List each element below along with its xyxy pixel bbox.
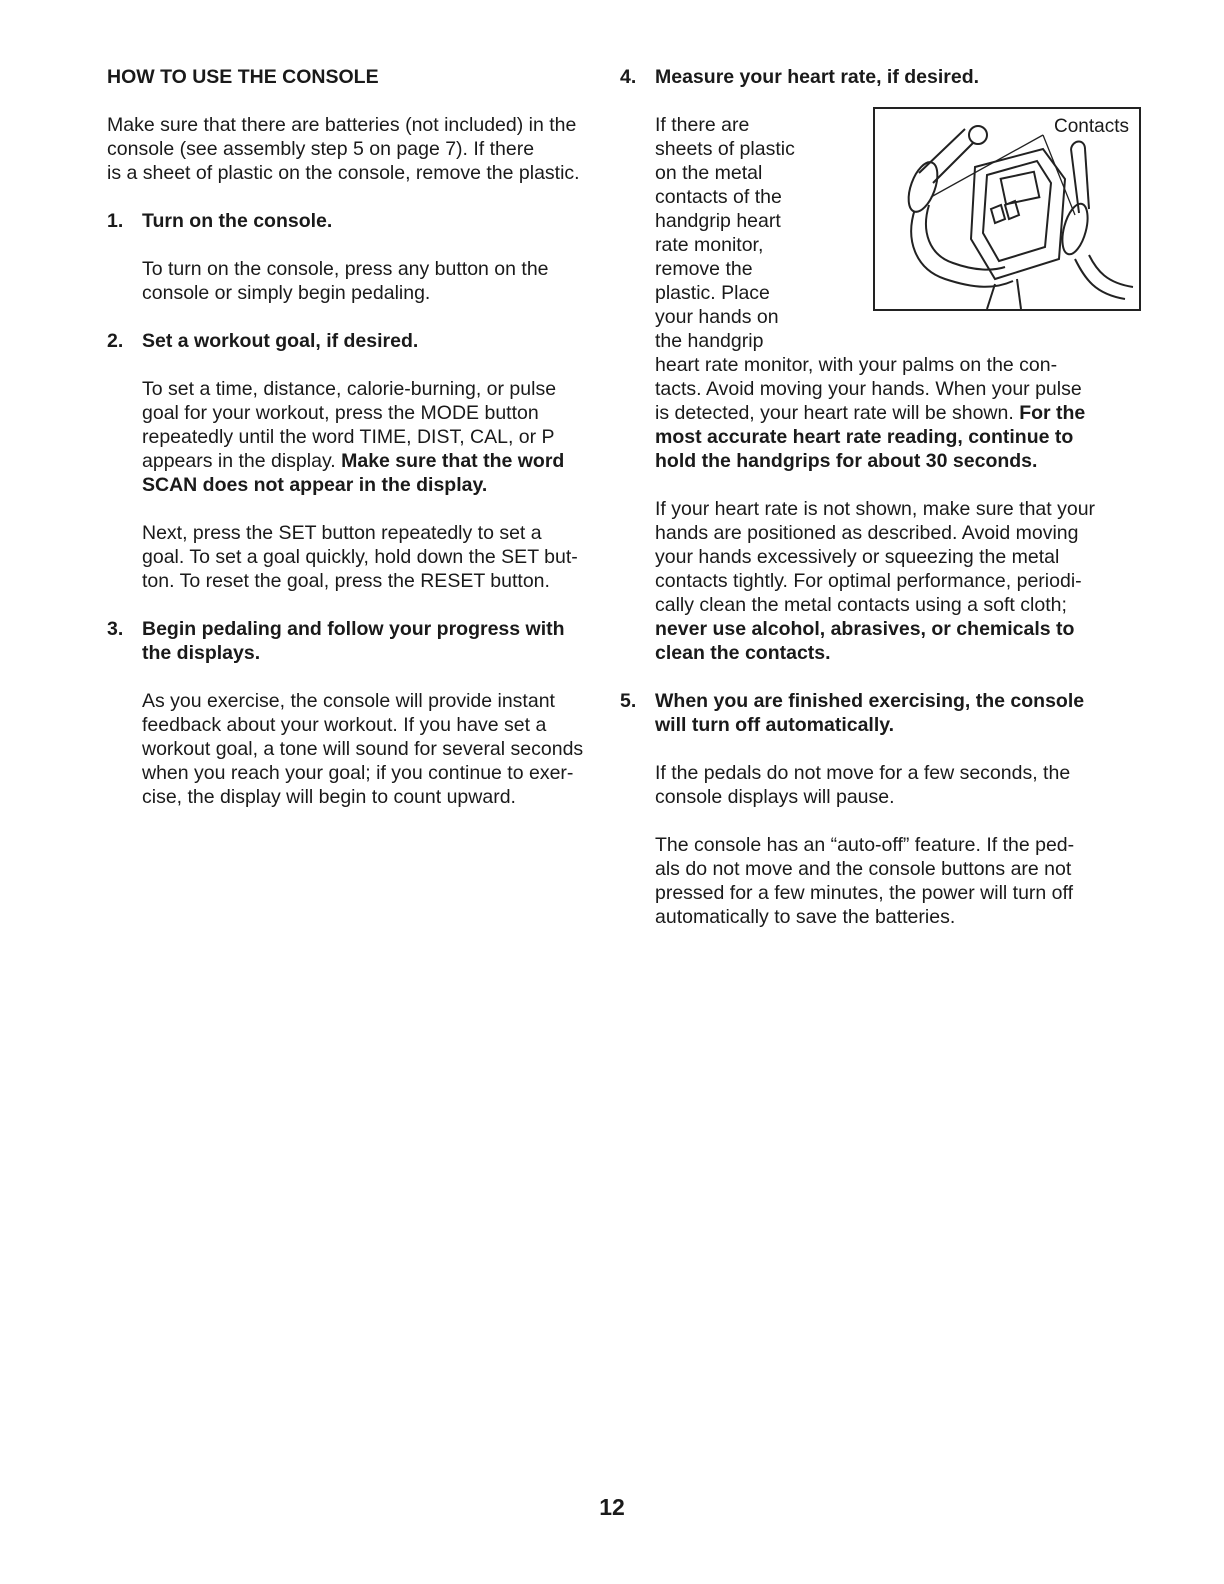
step-number: 2. [107,330,124,352]
body-line: feedback about your workout. If you have set a [142,714,547,736]
step-number: 5. [620,690,637,712]
body-line: console displays will pause. [655,786,895,808]
intro-paragraph [107,113,597,185]
body-line: The console has an “auto-off” feature. If the ped- [655,834,1075,856]
body-line: contacts of the [655,186,782,208]
body-line: ton. To reset the goal, press the RESET button. [142,570,550,592]
step-title-line: will turn off automatically. [655,714,895,736]
body-line: pressed for a few minutes, the power will turn off [655,882,1074,904]
intro-line: is a sheet of plastic on the console, remove the plastic. [107,162,580,184]
body-line: handgrip heart [655,210,781,232]
intro-line: console (see assembly step 5 on page 7). If there [107,138,535,160]
step-title [655,689,1084,737]
warning-text: never use alcohol, abrasives, or chemicals to [655,618,1075,640]
step-2-paragraph-2 [142,521,597,593]
step-3-body [142,689,597,809]
body-line: automatically to save the batteries. [655,906,956,928]
step-4-body [655,113,1129,473]
body-line: tacts. Avoid moving your hands. When your pulse [655,378,1082,400]
step-title: Measure your heart rate, if desired. [655,66,980,88]
step-title [142,617,565,665]
emphasis-text: hold the handgrips for about 30 seconds. [655,450,1038,472]
step-4-paragraph-2 [655,497,1112,665]
figure-label: Contacts [1054,116,1129,137]
warning-text: Make sure that the word [341,450,565,472]
body-line: If the pedals do not move for a few seconds, the [655,762,1071,784]
step-title-line: Begin pedaling and follow your progress with [142,618,565,640]
step-number: 4. [620,66,637,88]
step-1-body [142,257,597,305]
body-line: cally clean the metal contacts using a soft cloth; [655,594,1067,616]
step-title-line: When you are finished exercising, the console [655,690,1085,712]
body-line: To turn on the console, press any button on the [142,258,549,280]
step-3-heading [107,617,597,665]
step-5-paragraph-2 [655,833,1112,929]
body-line: your hands excessively or squeezing the metal [655,546,1060,568]
body-line: cise, the display will begin to count upward. [142,786,516,808]
emphasis-text: most accurate heart rate reading, continue to [655,426,1074,448]
step-title: Turn on the console. [142,210,333,232]
body-line: To set a time, distance, calorie-burning, or pulse [142,378,557,400]
body-line: If your heart rate is not shown, make sure that your [655,498,1096,520]
body-line: appears in the display. [142,450,342,472]
handgrip-contacts-figure [873,107,1141,311]
step-number: 1. [107,210,124,232]
body-line: workout goal, a tone will sound for several seconds [142,738,584,760]
body-line: console or simply begin pedaling. [142,282,431,304]
right-column [620,65,1129,953]
step-4-heading [620,65,1112,89]
body-line: contacts tightly. For optimal performance, periodi- [655,570,1082,592]
body-line: Next, press the SET button repeatedly to set a [142,522,542,544]
body-line: plastic. Place [655,282,770,304]
left-column [107,65,597,833]
body-line: As you exercise, the console will provide instant [142,690,555,712]
step-title-line: the displays. [142,642,261,664]
step-5-paragraph-1 [655,761,1112,809]
body-line: rate monitor, [655,234,764,256]
emphasis-text: For the [1019,402,1086,424]
body-line: heart rate monitor, with your palms on the con- [655,354,1058,376]
warning-text: SCAN does not appear in the display. [142,474,488,496]
warning-text: clean the contacts. [655,642,831,664]
step-2-heading [107,329,597,353]
handgrip-illustration [875,109,1139,309]
step-1-heading [107,209,597,233]
page-number: 12 [599,1494,625,1520]
body-line: remove the [655,258,753,280]
intro-line: Make sure that there are batteries (not included) in the [107,114,577,136]
body-line: hands are positioned as described. Avoid moving [655,522,1079,544]
step-4-wrap-text [655,113,825,353]
body-line: If there are [655,114,750,136]
step-4-continued [655,353,1112,473]
step-2-paragraph-1 [142,377,597,497]
body-line: the handgrip [655,330,764,352]
section-heading: HOW TO USE THE CONSOLE [107,66,379,88]
body-line: als do not move and the console buttons are not [655,858,1072,880]
body-line: goal. To set a goal quickly, hold down the SET but- [142,546,578,568]
body-line: repeatedly until the word TIME, DIST, CAL, or P [142,426,555,448]
body-line: is detected, your heart rate will be shown. [655,402,1020,424]
body-line: goal for your workout, press the MODE button [142,402,539,424]
step-number: 3. [107,618,124,640]
body-line: sheets of plastic [655,138,795,160]
body-line: on the metal [655,162,763,184]
body-line: when you reach your goal; if you continue to exer- [142,762,574,784]
step-title: Set a workout goal, if desired. [142,330,419,352]
body-line: your hands on [655,306,779,328]
step-5-heading [620,689,1112,737]
